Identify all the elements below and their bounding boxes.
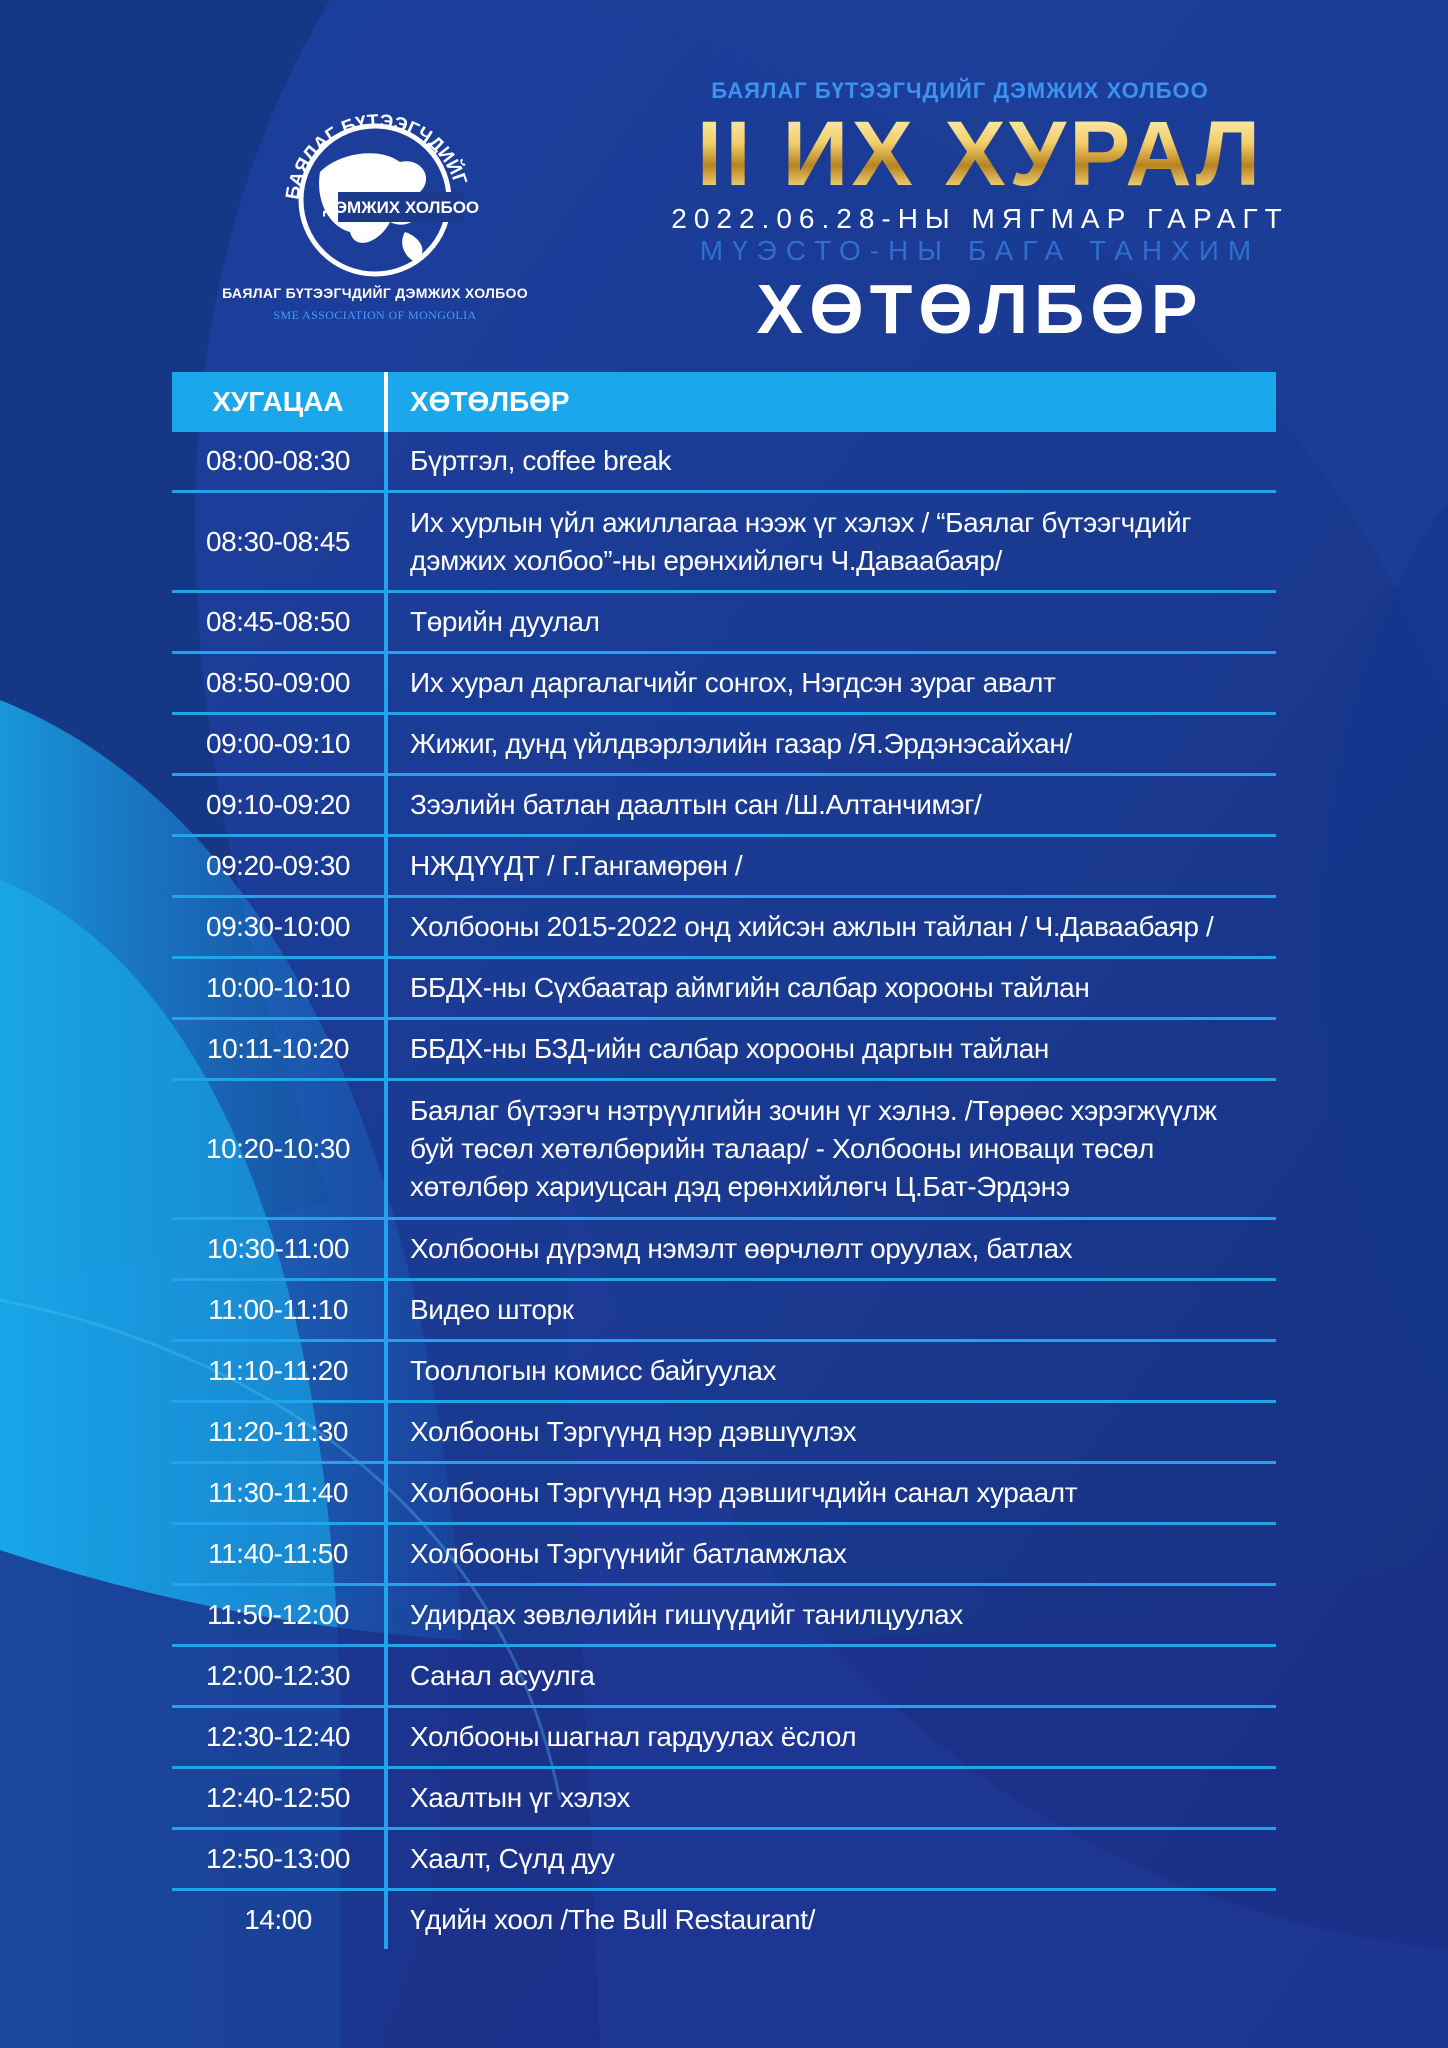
- row-time: 10:00-10:10: [206, 972, 350, 1003]
- row-program: ББДХ-ны БЗД-ийн салбар хорооны даргын тайлан: [410, 1033, 1049, 1064]
- column-header-time: ХУГАЦАА: [212, 386, 344, 417]
- row-program: Төрийн дуулал: [410, 606, 600, 637]
- row-time: 11:30-11:40: [208, 1477, 348, 1508]
- row-time: 08:50-09:00: [206, 667, 350, 698]
- table-row: [172, 1081, 1276, 1220]
- event-date: 2022.06.28-НЫ МЯГМАР ГАРАГТ: [671, 203, 1289, 234]
- table-row: [172, 593, 1276, 654]
- logo-ring-text: БАЯЛАГ БҮТЭЭГЧДИЙГ: [282, 111, 471, 201]
- table-row: [172, 1647, 1276, 1708]
- row-program: Тооллогын комисс байгуулах: [410, 1355, 777, 1386]
- table-body: [172, 432, 1276, 1949]
- row-time: 10:30-11:00: [207, 1233, 349, 1264]
- table-row: [172, 1769, 1276, 1830]
- row-time: 08:00-08:30: [206, 445, 350, 476]
- row-program: Холбооны дүрэмд нэмэлт өөрчлөлт оруулах, батлах: [410, 1233, 1073, 1264]
- table-row: [172, 898, 1276, 959]
- row-program: НЖДҮҮДТ / Г.Гангамөрөн /: [410, 850, 743, 881]
- row-program: Баялаг бүтээгч нэтрүүлгийн зочин үг хэлнэ. /Төрөөс хэрэгжүүлж буй төсөл хөтөлбөрийн талаар/ - Холбооны иноваци төсөл хөтөлбөр хариуцсан дэд ерөнхийлөгч Ц.Бат-Эрдэнэ: [410, 1095, 1217, 1202]
- row-program: Жижиг, дунд үйлдвэрлэлийн газар /Я.Эрдэнэсайхан/: [410, 728, 1072, 759]
- row-time: 09:20-09:30: [206, 850, 350, 881]
- table-row: [172, 1342, 1276, 1403]
- row-time: 11:20-11:30: [208, 1416, 348, 1447]
- row-program: Их хурлын үйл ажиллагаа нээж үг хэлэх / “Баялаг бүтээгчдийг дэмжих холбоо”-ны ерөнхийлөгч Ч.Даваабаяр/: [410, 506, 1192, 576]
- globe-icon: [270, 92, 480, 302]
- row-time: 10:11-10:20: [207, 1033, 349, 1064]
- row-program: Видео шторк: [410, 1294, 574, 1325]
- row-program: Холбооны Тэргүүнд нэр дэвшүүлэх: [410, 1416, 857, 1447]
- table-row: [172, 1708, 1276, 1769]
- table-row: [172, 1586, 1276, 1647]
- table-row: [172, 1403, 1276, 1464]
- table-row: [172, 1830, 1276, 1891]
- table-row: [172, 715, 1276, 776]
- header-org: БАЯЛАГ БҮТЭЭГЧДИЙГ ДЭМЖИХ ХОЛБОО: [711, 78, 1209, 103]
- table-row: [172, 1220, 1276, 1281]
- table-row: [172, 1281, 1276, 1342]
- row-time: 11:50-12:00: [207, 1599, 349, 1630]
- table-row: [172, 432, 1276, 493]
- row-time: 09:00-09:10: [206, 728, 350, 759]
- table-row: [172, 1525, 1276, 1586]
- row-time: 11:00-11:10: [208, 1294, 348, 1325]
- column-header-program: ХӨТӨЛБӨР: [410, 386, 570, 417]
- event-title: II ИХ ХУРАЛ: [600, 106, 1360, 202]
- table-header: [172, 372, 1276, 432]
- row-program: Санал асуулга: [410, 1660, 595, 1691]
- event-header: [600, 78, 1360, 348]
- row-time: 09:30-10:00: [206, 911, 350, 942]
- row-time: 12:40-12:50: [206, 1782, 350, 1813]
- event-venue: МҮЭСТО-НЫ БАГА ТАНХИМ: [699, 235, 1261, 266]
- row-program: Үдийн хоол /The Bull Restaurant/: [410, 1904, 815, 1935]
- table-row: [172, 776, 1276, 837]
- logo-band-text: ДЭМЖИХ ХОЛБОО: [322, 198, 480, 217]
- row-time: 09:10-09:20: [206, 789, 350, 820]
- table-row: [172, 959, 1276, 1020]
- row-program: ББДХ-ны Сүхбаатар аймгийн салбар хорооны тайлан: [410, 972, 1090, 1003]
- row-time: 12:00-12:30: [206, 1660, 350, 1691]
- row-time: 10:20-10:30: [206, 1133, 350, 1164]
- row-program: Холбооны 2015-2022 онд хийсэн ажлын тайлан / Ч.Даваабаяр /: [410, 911, 1214, 942]
- logo-org-name: БАЯЛАГ БҮТЭЭГЧДИЙГ ДЭМЖИХ ХОЛБОО: [222, 285, 528, 301]
- table-row: [172, 837, 1276, 898]
- row-program: Холбооны Тэргүүнд нэр дэвшигчдийн санал хураалт: [410, 1477, 1078, 1508]
- row-program: Хаалтын үг хэлэх: [410, 1782, 630, 1813]
- row-time: 08:45-08:50: [206, 606, 350, 637]
- row-time: 08:30-08:45: [206, 525, 350, 557]
- row-program: Холбооны шагнал гардуулах ёслол: [410, 1721, 857, 1752]
- row-time: 11:10-11:20: [208, 1355, 348, 1386]
- row-time: 12:30-12:40: [206, 1721, 350, 1752]
- row-program: Удирдах зөвлөлийн гишүүдийг танилцуулах: [410, 1599, 963, 1630]
- table-row: [172, 493, 1276, 593]
- program-title: ХӨТӨЛБӨР: [756, 270, 1204, 348]
- logo-org-name-en: SME ASSOCIATION OF MONGOLIA: [273, 308, 477, 322]
- table-row: [172, 1464, 1276, 1525]
- association-logo: [190, 70, 560, 330]
- row-time: 14:00: [244, 1904, 312, 1935]
- table-row: [172, 1020, 1276, 1081]
- row-time: 12:50-13:00: [206, 1843, 350, 1874]
- row-program: Их хурал даргалагчийг сонгох, Нэгдсэн зураг авалт: [410, 667, 1056, 698]
- row-program: Зээлийн батлан даалтын сан /Ш.Алтанчимэг/: [410, 789, 982, 820]
- schedule-table: [172, 372, 1276, 1949]
- table-row: [172, 654, 1276, 715]
- row-program: Холбооны Тэргүүнийг батламжлах: [410, 1538, 847, 1569]
- table-row: [172, 1891, 1276, 1949]
- row-time: 11:40-11:50: [208, 1538, 348, 1569]
- row-program: Хаалт, Сүлд дуу: [410, 1843, 615, 1874]
- row-program: Бүртгэл, coffee break: [410, 445, 672, 476]
